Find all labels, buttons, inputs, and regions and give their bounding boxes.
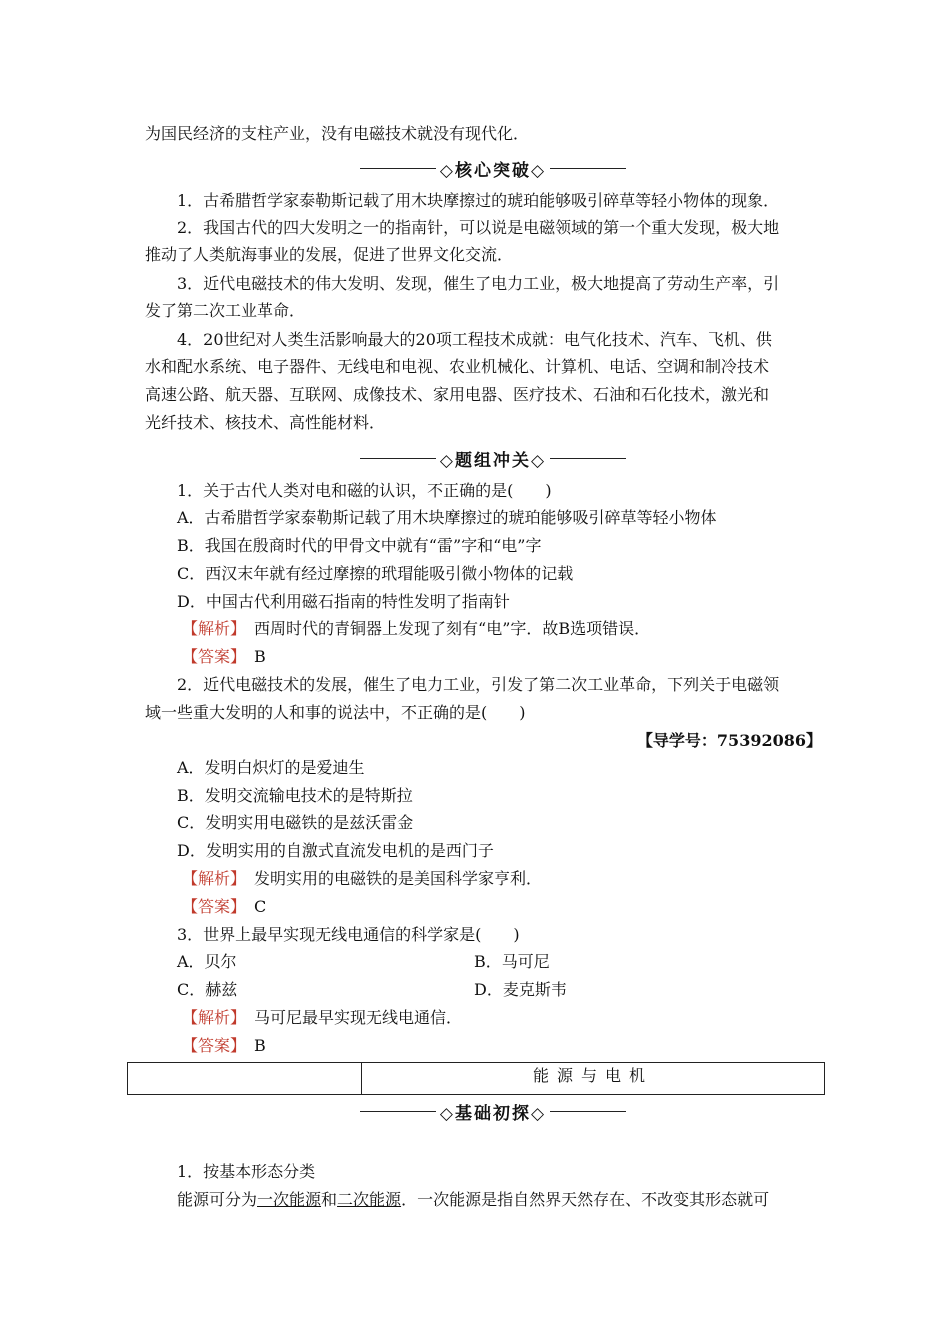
q2-stem-cont: 域一些重大发明的人和事的说法中，不正确的是( ) <box>145 703 526 722</box>
q3-stem: 3．世界上最早实现无线电通信的科学家是( ) <box>177 925 520 944</box>
q3-answer <box>182 1035 266 1057</box>
divider <box>360 168 436 169</box>
q2-answer <box>182 896 266 918</box>
answer-value: B <box>254 1036 266 1055</box>
core-point: 3．近代电磁技术的伟大发明、发现，催生了电力工业，极大地提高了劳动生产率，引 <box>177 274 780 293</box>
answer-value: B <box>254 647 266 666</box>
answer-label: 【答案】 <box>182 1036 239 1055</box>
basic-heading: 1．按基本形态分类 <box>177 1162 316 1181</box>
core-point: 1．古希腊哲学家泰勒斯记载了用木块摩擦过的琥珀能够吸引碎草等轻小物体的现象． <box>177 191 780 210</box>
q1-option-a: A．古希腊哲学家泰勒斯记载了用木块摩擦过的琥珀能够吸引碎草等轻小物体 <box>177 508 717 527</box>
q3-analysis <box>182 1007 462 1029</box>
core-point: 光纤技术、核技术、高性能材料． <box>145 413 386 432</box>
divider <box>360 1111 436 1112</box>
q2-analysis <box>182 868 542 890</box>
q1-stem: 1．关于古代人类对电和磁的认识，不正确的是( ) <box>177 481 552 500</box>
section-title: 题组冲关 <box>455 450 531 471</box>
answer-value: C <box>254 897 267 916</box>
core-point: 发了第二次工业革命． <box>145 301 306 320</box>
q3-option-b: B．马可尼 <box>474 952 550 971</box>
table-cell-empty <box>128 1063 362 1094</box>
term-primary-energy: 一次能源 <box>257 1190 322 1209</box>
intro-end-text: 为国民经济的支柱产业，没有电磁技术就没有现代化． <box>145 124 530 143</box>
divider <box>550 458 626 459</box>
section-core-header: ◇核心突破◇ <box>360 155 626 181</box>
section-title: 基础初探 <box>455 1103 531 1124</box>
q2-stem: 2．近代电磁技术的发展，催生了电力工业，引发了第二次工业革命，下列关于电磁领 <box>177 675 780 694</box>
basic-text: 能源可分为一次能源和二次能源．一次能源是指自然界天然存在、不改变其形态就可 <box>177 1190 770 1209</box>
divider <box>360 458 436 459</box>
core-point: 2．我国古代的四大发明之一的指南针，可以说是电磁领域的第一个重大发现，极大地 <box>177 218 780 237</box>
core-point: 推动了人类航海事业的发展，促进了世界文化交流． <box>145 245 514 264</box>
analysis-label: 【解析】 <box>182 869 239 888</box>
answer-label: 【答案】 <box>182 647 239 666</box>
q2-option-c: C．发明实用电磁铁的是兹沃雷金 <box>177 813 414 832</box>
core-point: 4．20世纪对人类生活影响最大的20项工程技术成就：电气化技术、汽车、飞机、供 <box>177 330 772 349</box>
q1-option-b: B．我国在殷商时代的甲骨文中就有“雷”字和“电”字 <box>177 536 542 555</box>
answer-label: 【答案】 <box>182 897 239 916</box>
table-title: 能源与电机 <box>532 1066 653 1085</box>
analysis-text: 马可尼最早实现无线电通信． <box>254 1008 463 1027</box>
core-point: 高速公路、航天器、互联网、成像技术、家用电器、医疗技术、石油和石化技术，激光和 <box>145 385 770 404</box>
divider <box>550 168 626 169</box>
section-basic-header: ◇基础初探◇ <box>360 1098 626 1124</box>
analysis-text: 西周时代的青铜器上发现了刻有“电”字．故B选项错误． <box>254 619 651 638</box>
q3-option-a: A．贝尔 <box>177 952 237 971</box>
analysis-label: 【解析】 <box>182 619 239 638</box>
chapter-table <box>127 1062 825 1095</box>
core-point: 水和配水系统、电子器件、无线电和电视、农业机械化、计算机、电话、空调和制冷技术 <box>145 357 770 376</box>
analysis-label: 【解析】 <box>182 1008 239 1027</box>
q1-option-d: D．中国古代利用磁石指南的特性发明了指南针 <box>177 592 510 611</box>
q1-answer <box>182 646 266 668</box>
q2-option-d: D．发明实用的自激式直流发电机的是西门子 <box>177 841 494 860</box>
section-title: 核心突破 <box>455 160 531 181</box>
analysis-text: 发明实用的电磁铁的是美国科学家亨利． <box>254 869 543 888</box>
q1-analysis <box>182 618 650 640</box>
q2-option-b: B．发明交流输电技术的是特斯拉 <box>177 786 413 805</box>
q3-option-c: C．赫兹 <box>177 980 238 999</box>
section-group-header: ◇题组冲关◇ <box>360 445 626 471</box>
q2-option-a: A．发明白炽灯的是爱迪生 <box>177 758 365 777</box>
divider <box>550 1111 626 1112</box>
q1-option-c: C．西汉末年就有经过摩擦的玳瑁能吸引微小物体的记载 <box>177 564 574 583</box>
term-secondary-energy: 二次能源 <box>337 1190 402 1209</box>
q3-option-d: D．麦克斯韦 <box>474 980 567 999</box>
guide-number: 【导学号：75392086】 <box>636 731 822 750</box>
